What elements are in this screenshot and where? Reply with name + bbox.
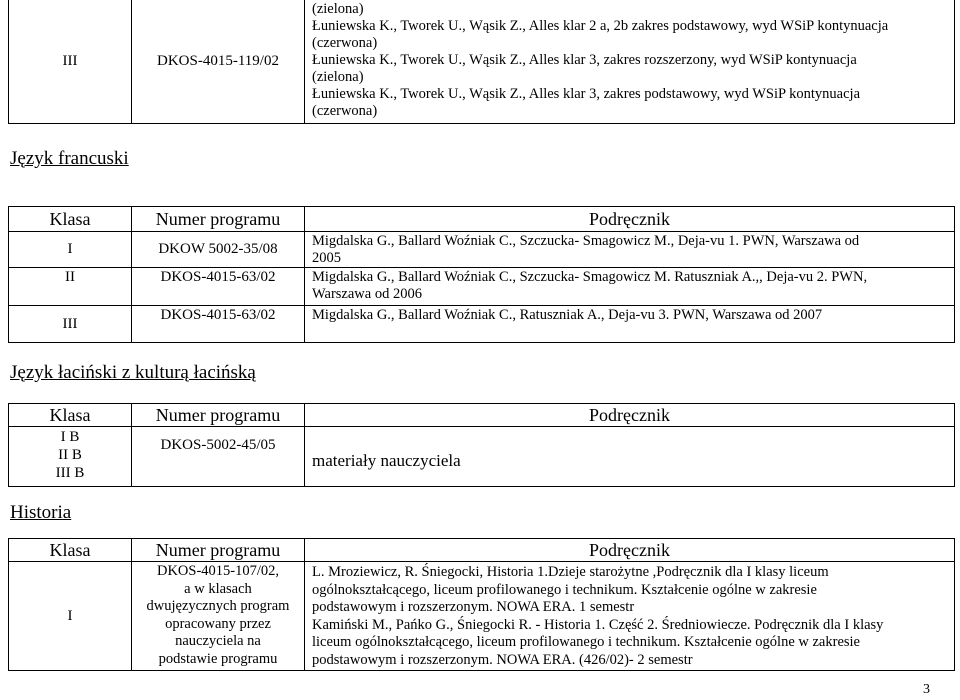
klasa-cell: III	[9, 306, 132, 343]
header-podrecznik: Podręcznik	[305, 207, 955, 232]
text-line: Kamiński M., Pańko G., Śniegocki R. - Historia 1. Część 2. Średniowiecze. Podręcznik dla I klasy	[312, 616, 884, 633]
section-title-lacinski: Język łaciński z kulturą łacińską	[10, 362, 256, 383]
header-podrecznik: Podręcznik	[305, 539, 955, 562]
numer-cell: DKOW 5002-35/08	[132, 232, 305, 268]
text-line: ogólnokształcącego, liceum profilowanego i technikum. Kształcenie ogólne w zakresie	[312, 581, 817, 598]
klasa-cell	[9, 0, 132, 124]
section-title-historia: Historia	[10, 502, 72, 523]
text-line: Łuniewska K., Tworek U., Wąsik Z., Alles klar 2 a, 2b zakres podstawowy, wyd WSiP kontynuacja	[312, 18, 889, 34]
history-table	[8, 538, 955, 671]
german-table	[8, 0, 955, 124]
numer-line: dwujęzycznych program	[146, 598, 290, 614]
klasa-cell: I	[9, 562, 132, 671]
header-klasa: Klasa	[9, 404, 132, 427]
header-numer: Numer programu	[132, 207, 305, 232]
numer-cell: DKOS-4015-63/02	[132, 268, 305, 306]
text-line: Migdalska G., Ballard Woźniak C., Szczucka- Smagowicz M. Ratuszniak A.,, Deja-vu 2. PWN,	[312, 269, 868, 285]
podrecznik-cell	[305, 562, 955, 671]
klasa-value: I B	[60, 429, 80, 445]
text-line: (zielona)	[312, 69, 364, 85]
numer-value: DKOS-4015-119/02	[157, 52, 279, 69]
numer-line: podstawie programu	[158, 650, 278, 667]
text-line: podstawowym i rozszerzonym. NOWA ERA. 1 semestr	[312, 599, 635, 615]
numer-cell: DKOS-5002-45/05	[132, 427, 305, 487]
podrecznik-cell	[305, 268, 955, 306]
text-line: L. Mroziewicz, R. Śniegocki, Historia 1.Dzieje starożytne ,Podręcznik dla I klasy liceum	[312, 564, 829, 580]
text-line: Łuniewska K., Tworek U., Wąsik Z., Alles klar 3, zakres rozszerzony, wyd WSiP kontynuacja	[312, 52, 857, 68]
header-numer: Numer programu	[132, 539, 305, 562]
text-line: Łuniewska K., Tworek U., Wąsik Z., Alles klar 3, zakres podstawowy, wyd WSiP kontynuacja	[312, 86, 861, 102]
podrecznik-cell: materiały nauczyciela	[305, 427, 955, 487]
text-line: Migdalska G., Ballard Woźniak C., Ratuszniak A., Deja-vu 3. PWN, Warszawa od 2007	[312, 307, 823, 323]
header-podrecznik: Podręcznik	[305, 404, 955, 427]
podrecznik-cell	[305, 232, 955, 268]
header-numer: Numer programu	[132, 404, 305, 427]
klasa-cell	[9, 427, 132, 487]
text-line: liceum ogólnokształcącego, liceum profilowanego i technikum. Kształcenie ogólne w zakresie	[312, 634, 860, 650]
header-klasa: Klasa	[9, 207, 132, 232]
header-klasa: Klasa	[9, 539, 132, 562]
podrecznik-cell	[305, 306, 955, 343]
numer-cell	[132, 0, 305, 124]
numer-cell	[132, 562, 305, 671]
klasa-value: III B	[55, 465, 85, 481]
klasa-cell: II	[9, 268, 132, 306]
text-line: (czerwona)	[312, 103, 378, 119]
podrecznik-cell	[305, 0, 955, 124]
numer-line: nauczyciela na	[175, 633, 261, 649]
numer-cell: DKOS-4015-63/02	[132, 306, 305, 343]
french-table	[8, 206, 955, 343]
numer-line: a w klasach	[184, 580, 252, 597]
text-line: (zielona)	[312, 1, 364, 17]
text-line: 2005	[312, 250, 341, 266]
klasa-value: III	[62, 52, 78, 69]
numer-line: opracowany przez	[165, 615, 271, 632]
numer-line: DKOS-4015-107/02,	[156, 563, 280, 579]
text-line: Warszawa od 2006	[312, 286, 422, 302]
text-line: podstawowym i rozszerzonym. NOWA ERA. (426/02)- 2 semestr	[312, 651, 693, 668]
latin-table	[8, 403, 955, 487]
text-line: Migdalska G., Ballard Woźniak C., Szczucka- Smagowicz M., Deja-vu 1. PWN, Warszawa od	[312, 233, 860, 249]
klasa-cell: I	[9, 232, 132, 268]
page-number: 3	[923, 682, 930, 697]
text-line: (czerwona)	[312, 35, 378, 51]
section-title-francuski: Język francuski	[10, 148, 129, 169]
klasa-value: II B	[58, 447, 82, 463]
